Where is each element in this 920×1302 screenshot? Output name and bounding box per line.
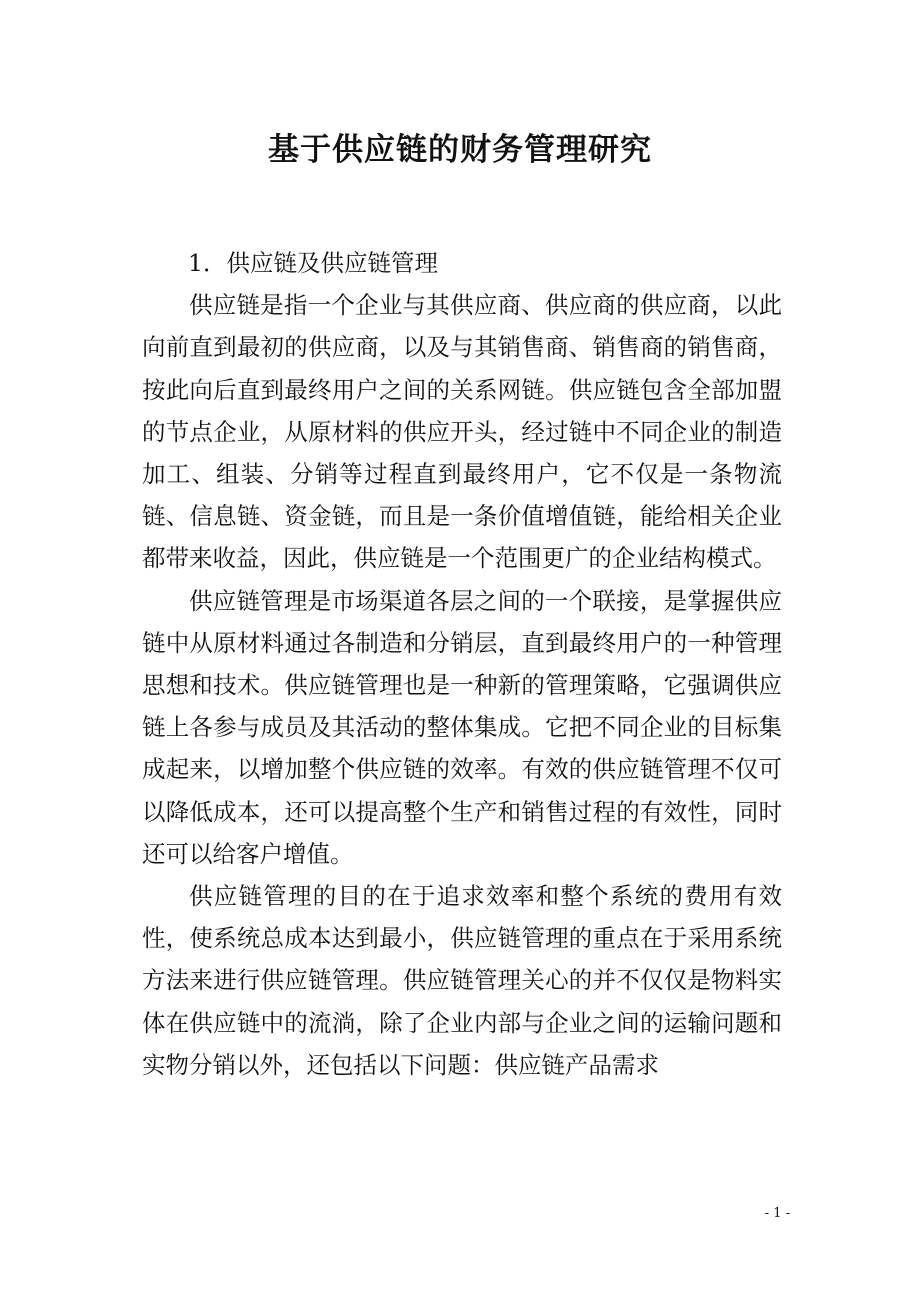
paragraph-management-goals: 供应链管理的目的在于追求效率和整个系统的费用有效性，使系统总成本达到最小，供应链管理的重点在于采用系统方法来进行供应链管理。供应链管理关心的并不仅仅是物料实体在供应链中的流淌，除了企业内部与企业之间的运输问题和实物分销以外，还包括以下问题：供应链产品需求 (142, 882, 782, 1079)
section-heading: 1．供应链及供应链管理 (188, 249, 438, 277)
paragraph-supply-chain-definition: 供应链是指一个企业与其供应商、供应商的供应商，以此向前直到最初的供应商，以及与其销售商、销售商的销售商，按此向后直到最终用户之间的关系网链。供应链包含全部加盟的节点企业，从原材料的供应开头，经过链中不同企业的制造加工、组装、分销等过程直到最终用户，它不仅是一条物流链、信息链、资金链，而且是一条价值增值链，能给相关企业都带来收益，因此，供应链是一个范围更广的企业结构模式。 (142, 291, 782, 573)
document-title: 基于供应链的财务管理研究 (268, 132, 652, 168)
paragraph-supply-chain-management: 供应链管理是市场渠道各层之间的一个联接，是掌握供应链中从原材料通过各制造和分销层，直到最终用户的一种管理思想和技术。供应链管理也是一种新的管理策略，它强调供应链上各参与成员及其活动的整体集成。它把不同企业的目标集成起来，以增加整个供应链的效率。有效的供应链管理不仅可以降低成本，还可以提高整个生产和销售过程的有效性，同时还可以给客户增值。 (142, 586, 782, 868)
page-number: - 1 - (764, 1206, 790, 1221)
document-body (142, 242, 782, 1086)
